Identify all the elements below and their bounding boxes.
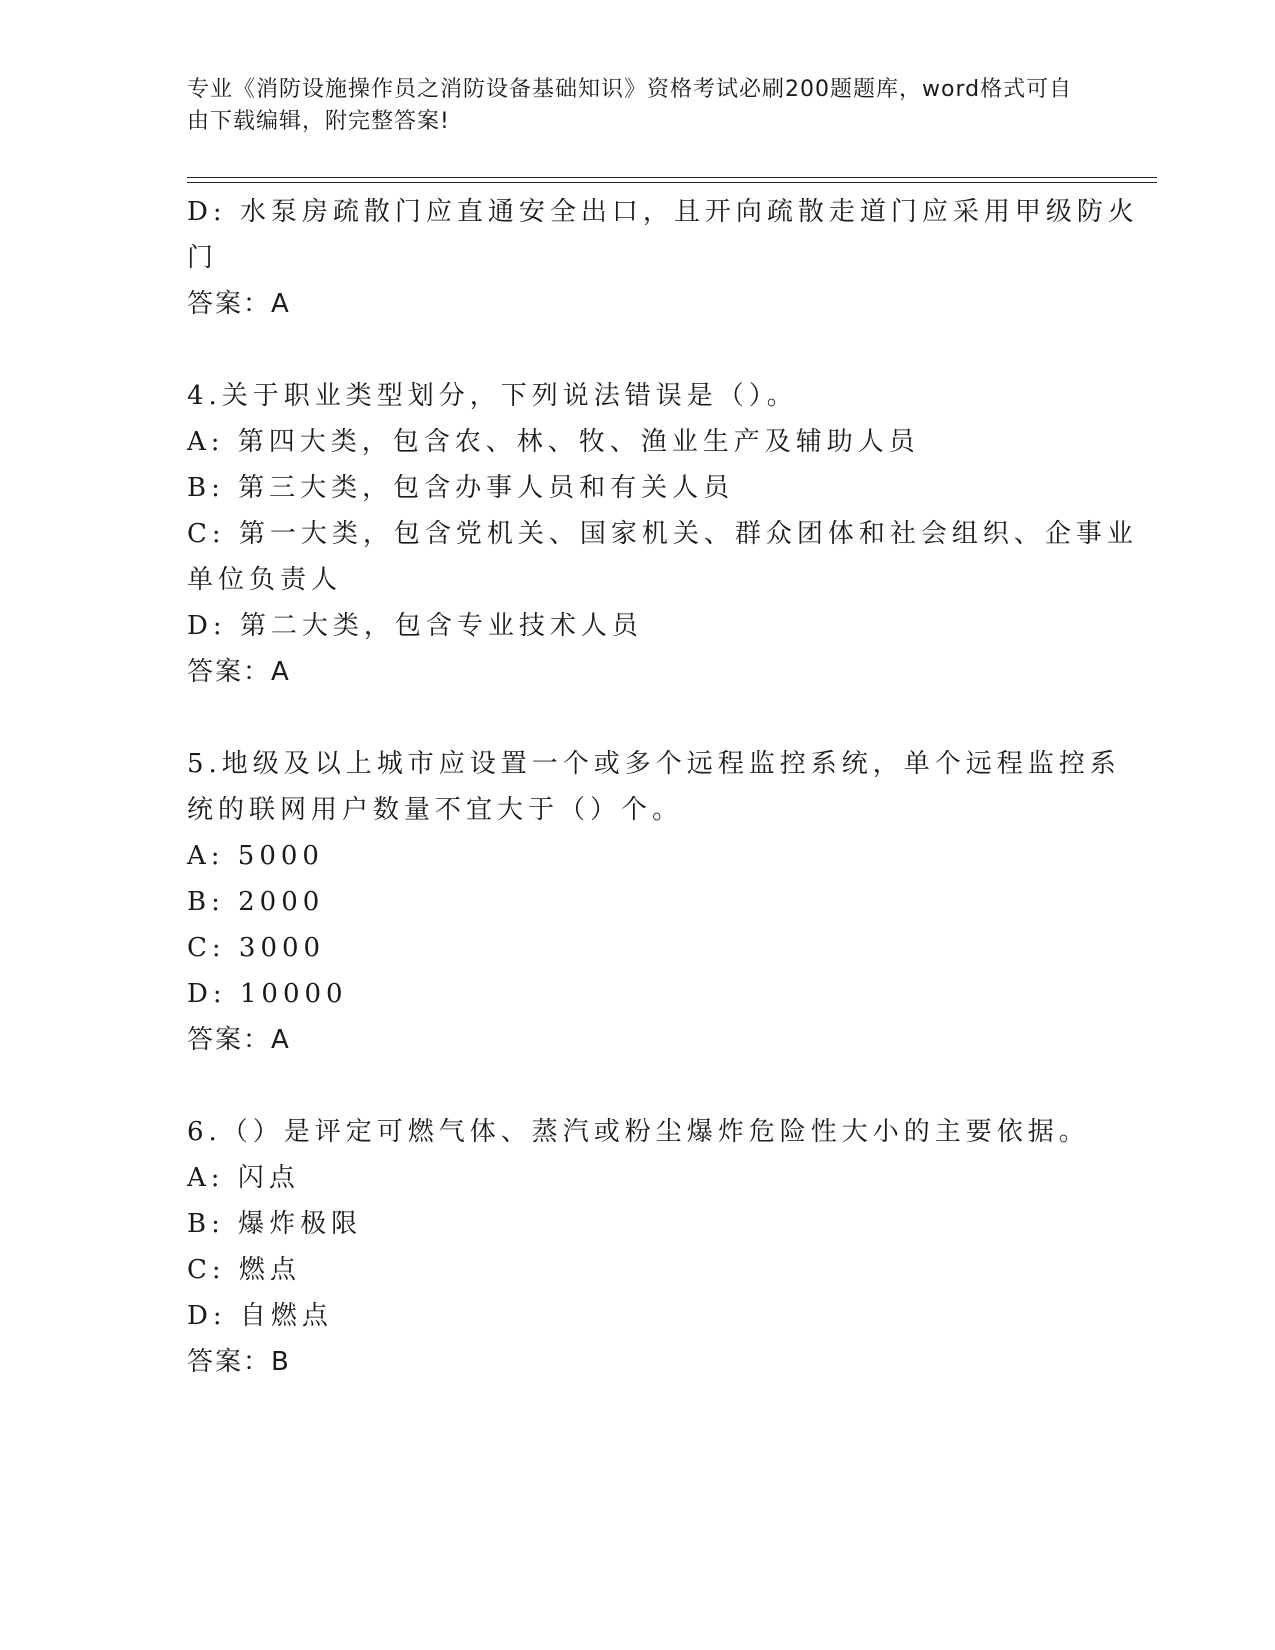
option-d: D: 10000 [187,979,348,1009]
answer-line: 答案：A [187,289,291,319]
question-5 [187,741,1121,1063]
question-stem-continued: 统的联网用户数量不宜大于（）个。 [187,795,684,825]
option-d: D: 水泵房疏散门应直通安全出口，且开向疏散走道门应采用甲级防火 [187,197,1139,227]
question-content [187,189,1139,1385]
header-divider-top [187,177,1157,178]
option-a: A: 5000 [187,841,324,871]
option-c: C: 燃点 [187,1255,301,1285]
question-stem: 6.（）是评定可燃气体、蒸汽或粉尘爆炸危险性大小的主要依据。 [187,1117,1090,1147]
option-a: A: 闪点 [187,1163,300,1193]
previous-question-tail [187,189,1139,327]
answer-line: 答案：A [187,657,291,687]
answer-line: 答案：A [187,1025,291,1055]
header-divider-bottom [187,182,1157,183]
option-d: D: 第二大类，包含专业技术人员 [187,611,643,641]
option-c: C: 3000 [187,933,326,963]
question-6 [187,1109,1090,1385]
answer-line: 答案：B [187,1347,291,1377]
option-d: D: 自燃点 [187,1301,333,1331]
option-c: C: 第一大类，包含党机关、国家机关、群众团体和社会组织、企事业 [187,519,1138,549]
option-b: B: 2000 [187,887,325,917]
option-a: A: 第四大类，包含农、林、牧、渔业生产及辅助人员 [187,427,920,457]
question-stem: 4.关于职业类型划分，下列说法错误是（）。 [187,381,798,411]
question-stem: 5.地级及以上城市应设置一个或多个远程监控系统，单个远程监控系 [187,749,1121,779]
option-b: B: 第三大类，包含办事人员和有关人员 [187,473,735,503]
option-d-continued: 门 [187,243,219,273]
page-header-title: 专业《消防设施操作员之消防设备基础知识》资格考试必刷200题题库，word格式可自由下载编辑，附完整答案! [187,77,1073,134]
question-4 [187,373,1138,695]
option-b: B: 爆炸极限 [187,1209,363,1239]
option-c-continued: 单位负责人 [187,565,343,595]
